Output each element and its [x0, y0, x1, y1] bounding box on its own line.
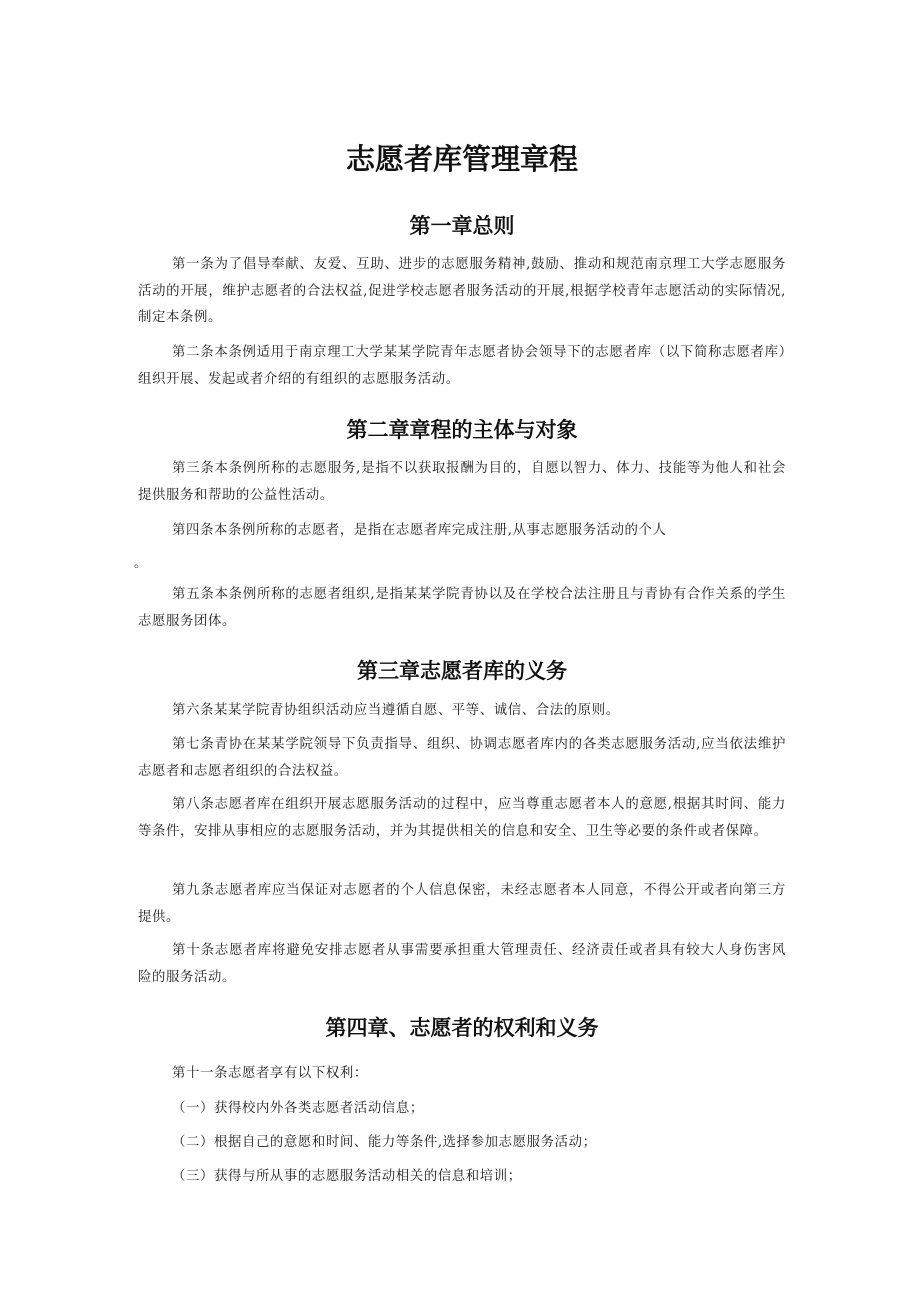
- article-4-continuation: 。: [134, 556, 148, 571]
- article-9: 第九条志愿者库应当保证对志愿者的个人信息保密，未经志愿者本人同意，不得公开或者向第三方提供。: [138, 883, 786, 925]
- article-1: 第一条为了倡导奉献、友爱、互助、进步的志愿服务精神,鼓励、推动和规范南京理工大学志愿服务活动的开展，维护志愿者的合法权益,促进学校志愿者服务活动的开展,根据学校青年志愿活动的实际情况,制定本条例。: [138, 257, 786, 325]
- document-title: 志愿者库管理章程: [345, 142, 578, 176]
- chapter-heading-4: 第四章、志愿者的权利和义务: [325, 1016, 599, 1040]
- article-8: 第八条志愿者库在组织开展志愿服务活动的过程中，应当尊重志愿者本人的意愿,根据其时间、能力等条件，安排从事相应的志愿服务活动，并为其提供相关的信息和安全、卫生等必要的条件或者保障。: [138, 797, 786, 839]
- article-4: 第四条本条例所称的志愿者，是指在志愿者库完成注册,从事志愿服务活动的个人: [172, 523, 667, 538]
- article-10: 第十条志愿者库将避免安排志愿者从事需要承担重大管理责任、经济责任或者具有较大人身伤害风险的服务活动。: [138, 943, 786, 985]
- chapter-heading-2: 第二章章程的主体与对象: [346, 418, 578, 442]
- right-item-2: （二）根据自己的意愿和时间、能力等条件,选择参加志愿服务活动；: [172, 1135, 597, 1150]
- article-7: 第七条青协在某某学院领导下负责指导、组织、协调志愿者库内的各类志愿服务活动,应当依法维护志愿者和志愿者组织的合法权益。: [138, 737, 786, 779]
- right-item-1: （一）获得校内外各类志愿者活动信息；: [172, 1101, 424, 1116]
- article-6: 第六条某某学院青协组织活动应当遵循自愿、平等、诚信、合法的原则。: [172, 703, 620, 718]
- article-5: 第五条本条例所称的志愿者组织,是指某某学院青协以及在学校合法注册且与青协有合作关系的学生志愿服务团体。: [138, 587, 786, 629]
- article-3: 第三条本条例所称的志愿服务,是指不以获取报酬为目的，自愿以智力、体力、技能等为他人和社会提供服务和帮助的公益性活动。: [138, 461, 786, 503]
- right-item-3: （三）获得与所从事的志愿服务活动相关的信息和培训；: [172, 1169, 522, 1184]
- article-11: 第十一条志愿者享有以下权利：: [172, 1066, 368, 1081]
- chapter-heading-1: 第一章总则: [409, 214, 515, 238]
- chapter-heading-3: 第三章志愿者库的义务: [357, 659, 567, 683]
- article-2: 第二条本条例适用于南京理工大学某某学院青年志愿者协会领导下的志愿者库（以下简称志愿者库）组织开展、发起或者介绍的有组织的志愿服务活动。: [138, 345, 786, 387]
